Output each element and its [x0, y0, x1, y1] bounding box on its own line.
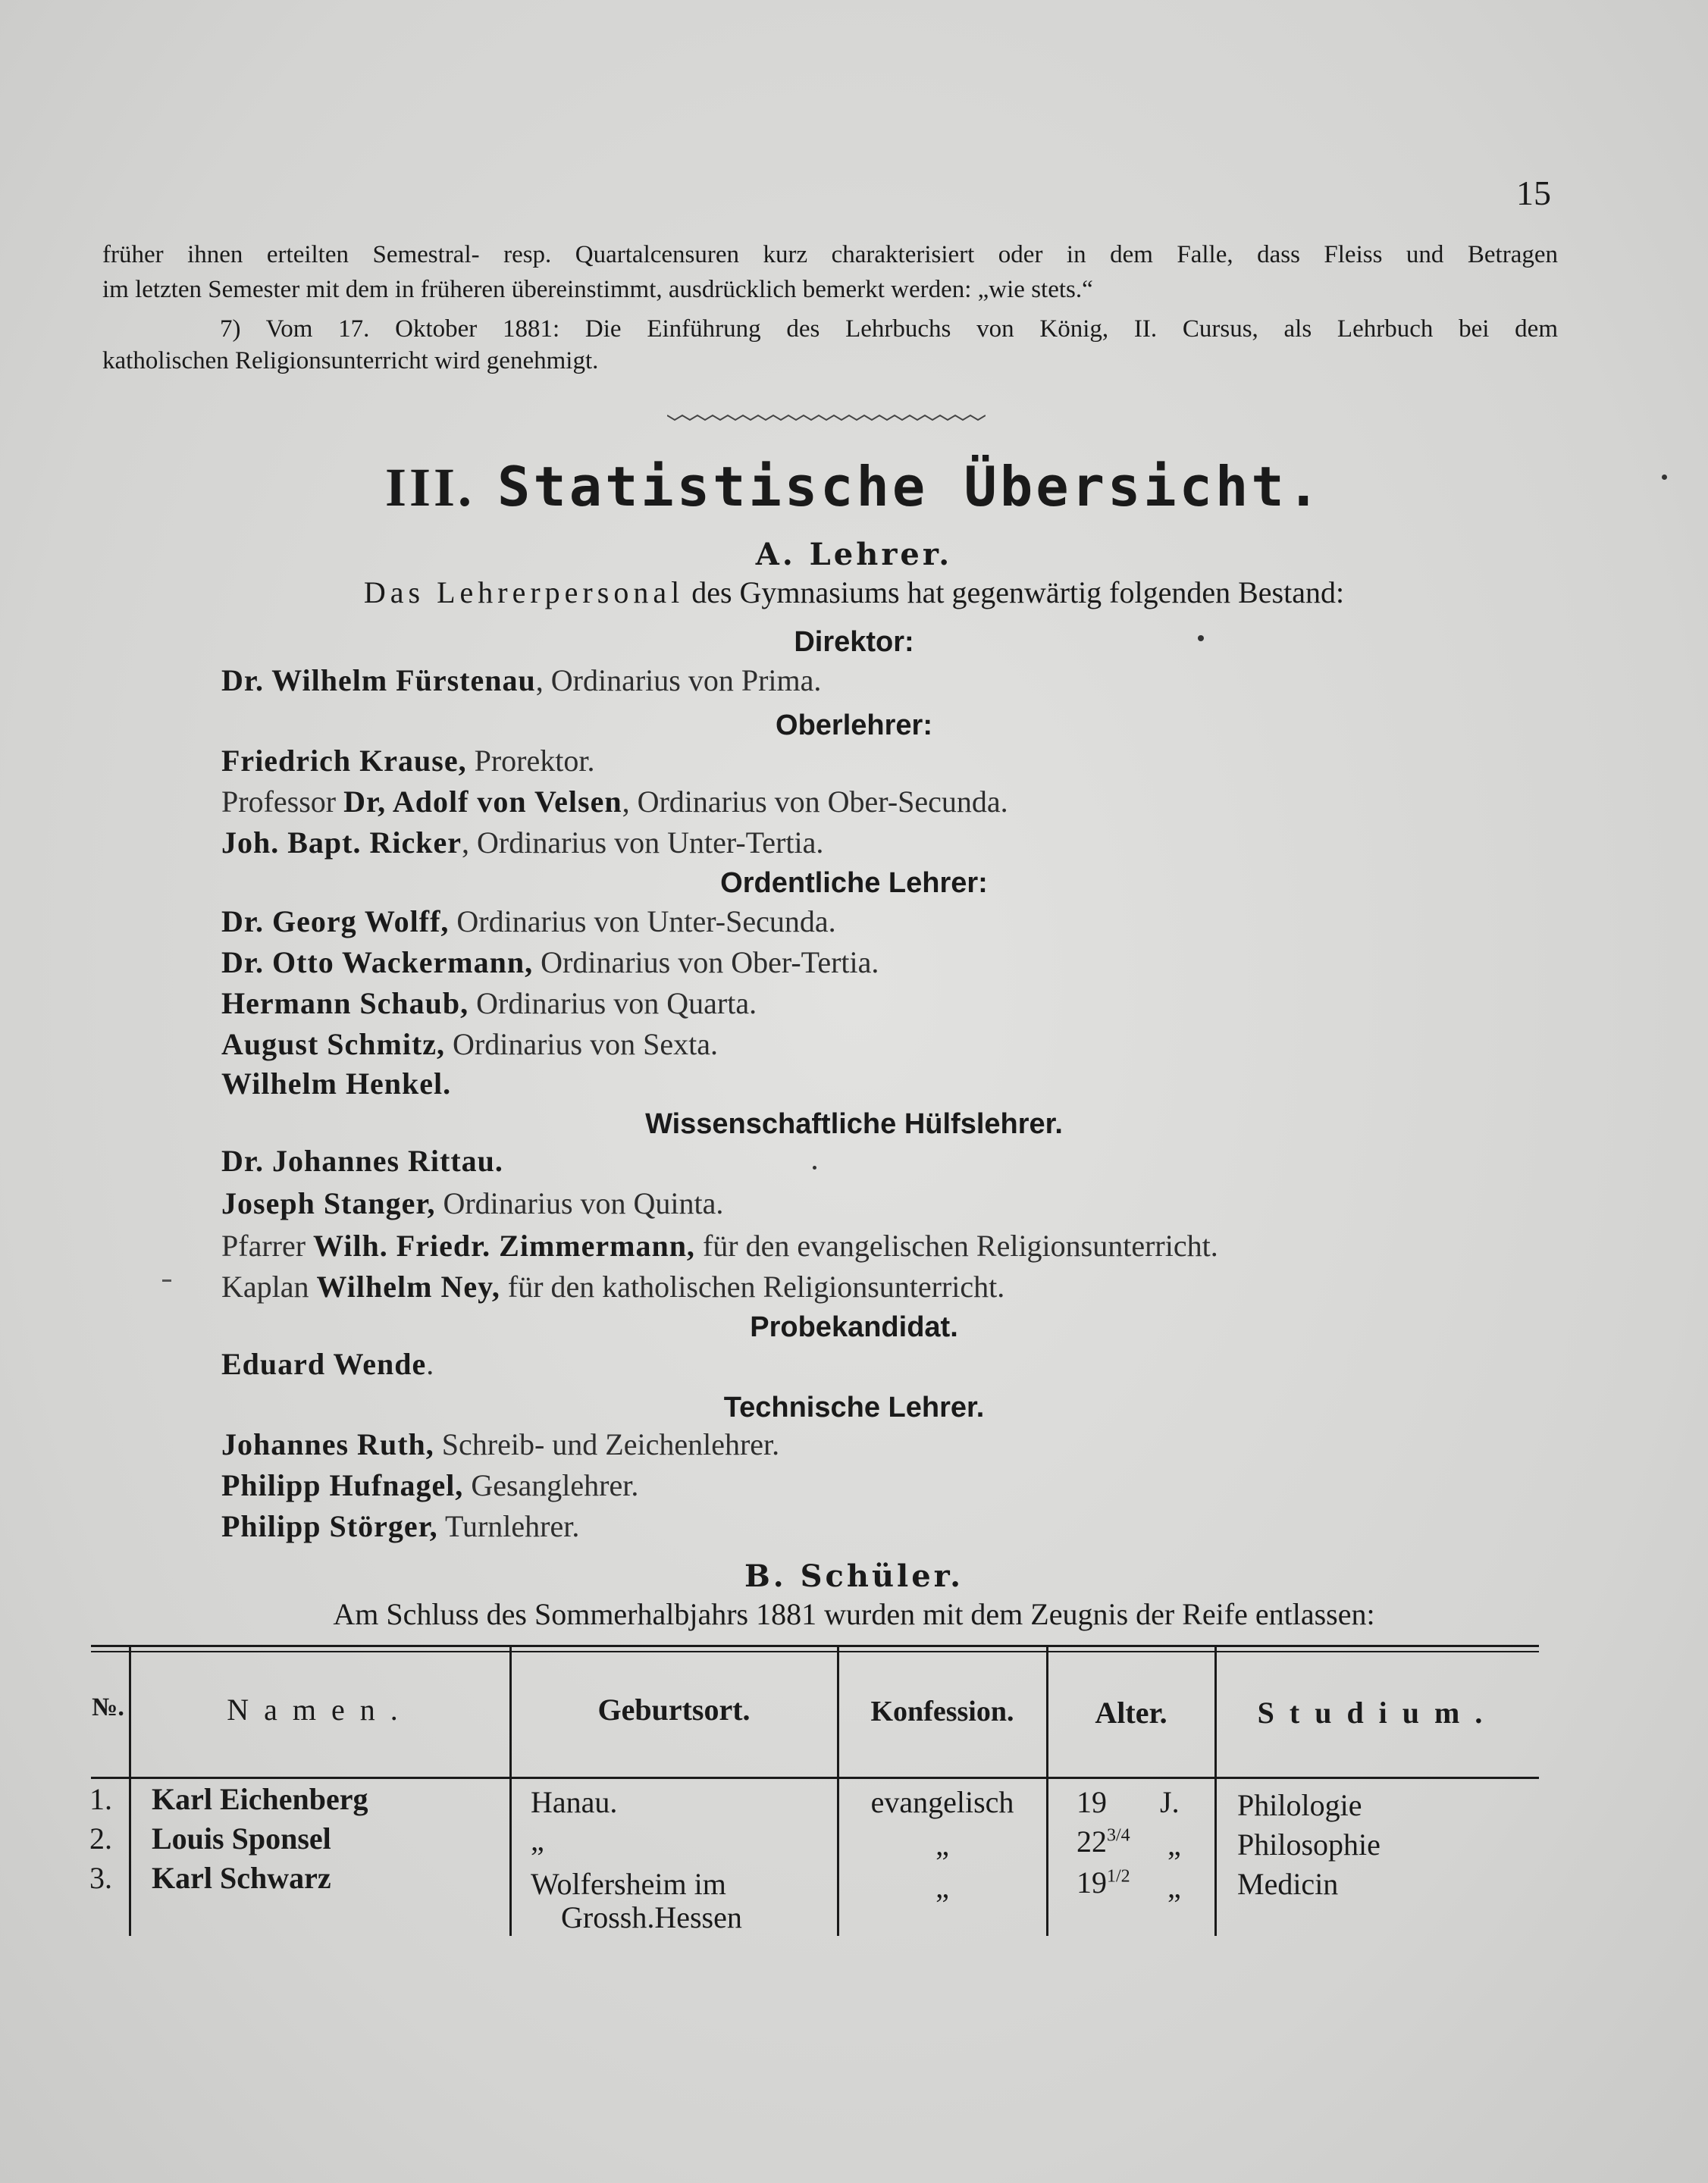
table-row-confession: „ — [935, 1870, 949, 1904]
teacher-entry: Pfarrer Wilh. Friedr. Zimmermann, für den evangelischen Religionsunterricht. — [221, 1229, 1218, 1263]
ink-speck — [813, 1166, 816, 1170]
table-row-number: 1. — [89, 1782, 112, 1816]
table-column-divider — [509, 1645, 512, 1936]
teacher-entry: Philipp Hufnagel, Gesanglehrer. — [221, 1468, 639, 1502]
header-name: Namen. — [227, 1693, 413, 1727]
table-row-age-unit: J. — [1160, 1785, 1180, 1819]
teacher-entry: Dr. Wilhelm Fürstenau, Ordinarius von Prima. — [221, 663, 822, 697]
teachers-intro — [0, 575, 1708, 610]
table-row-confession: evangelisch — [870, 1785, 1014, 1819]
teacher-entry: Dr. Otto Wackermann, Ordinarius von Ober-Tertia. — [221, 945, 879, 979]
table-column-divider — [1214, 1645, 1217, 1936]
header-study: Studium. — [1257, 1696, 1498, 1730]
header-age: Alter. — [1095, 1696, 1167, 1730]
category-oberlehrer: Oberlehrer: — [776, 709, 932, 741]
teachers-intro-rest: des Gymnasiums hat gegenwärtig folgenden Bestand: — [684, 575, 1345, 609]
page-number: 15 — [1516, 174, 1551, 212]
ink-speck — [1662, 474, 1667, 480]
teacher-entry: Dr. Georg Wolff, Ordinarius von Unter-Secunda. — [221, 904, 836, 938]
teacher-entry: Hermann Schaub, Ordinarius von Quarta. — [221, 986, 757, 1020]
table-row-birthplace-continued: Grossh.Hessen — [561, 1900, 742, 1934]
table-row-birthplace: „ — [531, 1823, 544, 1857]
intro-line-4: katholischen Religionsunterricht wird genehmigt. — [102, 347, 599, 374]
table-row-name: Louis Sponsel — [152, 1821, 331, 1856]
category-probekandidat: Probekandidat. — [750, 1311, 958, 1343]
category-direktor: Direktor: — [794, 626, 914, 658]
teacher-entry: Joseph Stanger, Ordinarius von Quinta. — [221, 1186, 724, 1220]
table-row-confession: „ — [935, 1828, 949, 1862]
teacher-entry: Kaplan Wilhelm Ney, für den katholischen Religionsunterricht. — [221, 1270, 1005, 1304]
ink-speck — [1198, 635, 1204, 641]
intro-line-1: früher ihnen erteilten Semestral- resp. Quartalcensuren kurz charakterisiert oder in dem Falle, dass Fleiss und Betragen — [102, 241, 1558, 268]
table-row-study: Philosophie — [1237, 1828, 1381, 1862]
teacher-entry: Joh. Bapt. Ricker, Ordinarius von Unter-Tertia. — [221, 825, 824, 860]
intro-line-2: im letzten Semester mit dem in früheren übereinstimmt, ausdrücklich bemerkt werden: „wie stets.“ — [102, 276, 1093, 303]
decorative-divider — [667, 409, 986, 424]
table-row-age-unit: „ — [1167, 1828, 1181, 1862]
teacher-entry: Eduard Wende. — [221, 1347, 434, 1381]
table-row-age: $19^{1/2}$ — [1077, 1865, 1130, 1900]
teacher-entry: August Schmitz, Ordinarius von Sexta. — [221, 1027, 718, 1061]
table-header-rule — [91, 1777, 1539, 1779]
teacher-entry: Professor Dr, Adolf von Velsen, Ordinarius von Ober-Secunda. — [221, 785, 1008, 819]
table-row-study: Philologie — [1237, 1788, 1362, 1822]
table-top-rule-thin — [91, 1651, 1539, 1652]
teachers-heading: A. Lehrer. — [755, 537, 953, 572]
teacher-entry: Philipp Störger, Turnlehrer. — [221, 1509, 580, 1543]
teacher-entry: Johannes Ruth, Schreib- und Zeichenlehrer. — [221, 1427, 780, 1461]
table-column-divider — [129, 1645, 131, 1936]
teacher-entry: Wilhelm Henkel. — [221, 1066, 452, 1101]
table-row-age-unit: „ — [1167, 1870, 1181, 1904]
table-row-study: Medicin — [1237, 1867, 1339, 1901]
teacher-entry: Dr. Johannes Rittau. — [221, 1144, 503, 1178]
table-column-divider — [1046, 1645, 1048, 1936]
students-heading: B. Schüler. — [744, 1558, 964, 1594]
category-hilfslehrer: Wissenschaftliche Hülfslehrer. — [645, 1108, 1063, 1140]
table-row-age: $22^{3/4}$ — [1077, 1824, 1130, 1859]
table-row-birthplace: Hanau. — [531, 1785, 618, 1819]
table-row-number: 2. — [89, 1821, 112, 1856]
header-number: №. — [92, 1693, 124, 1721]
section-number: III. — [384, 457, 475, 518]
section-title-text: Statistische Übersicht. — [497, 455, 1324, 518]
teacher-entry: Friedrich Krause, Prorektor. — [221, 744, 595, 778]
category-ordentliche-lehrer: Ordentliche Lehrer: — [720, 867, 988, 899]
intro-line-3 — [102, 311, 1558, 347]
students-intro: Am Schluss des Sommerhalbjahrs 1881 wurden mit dem Zeugnis der Reife entlassen: — [333, 1597, 1375, 1631]
margin-mark — [162, 1279, 171, 1282]
section-title — [0, 455, 1708, 519]
table-top-rule — [91, 1645, 1539, 1647]
teachers-intro-label: Das Lehrerpersonal — [363, 575, 685, 609]
table-row-birthplace: Wolfersheim im — [531, 1867, 726, 1901]
intro-line-3-text: 7) Vom 17. Oktober 1881: Die Einführung des Lehrbuchs von König, II. Cursus, als Lehrbuch bei dem — [220, 315, 1558, 343]
table-row-name: Karl Eichenberg — [152, 1782, 368, 1816]
table-row-number: 3. — [89, 1861, 112, 1895]
table-row-name: Karl Schwarz — [152, 1861, 331, 1895]
category-technische-lehrer: Technische Lehrer. — [723, 1392, 985, 1423]
header-confession: Konfession. — [870, 1696, 1014, 1727]
table-row-age: 19 — [1077, 1785, 1107, 1819]
header-birthplace: Geburtsort. — [597, 1693, 751, 1727]
